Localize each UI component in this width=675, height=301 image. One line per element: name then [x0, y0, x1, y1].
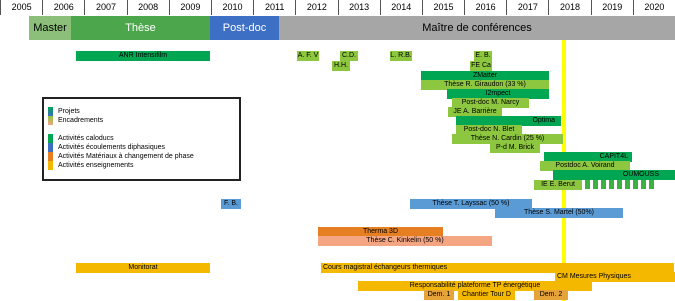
year-label-2019: 2019	[591, 0, 633, 15]
bar-optima: Optima	[456, 116, 561, 126]
bar-dem2: Dem. 2	[534, 290, 568, 300]
legend-item-caloducs: Activités caloducs	[58, 135, 114, 142]
bar-therma3d: Therma 3D	[318, 227, 443, 237]
phase-these: Thèse	[71, 16, 210, 40]
year-label-2007: 2007	[84, 0, 126, 15]
legend-item-enseignements: Activités enseignements	[58, 162, 134, 169]
bar-giraudon: Thèse R. Giraudon (33 %)	[421, 80, 549, 90]
legend-swatch-projets	[48, 107, 53, 116]
bar-blet: Post-doc N. Blet	[456, 125, 522, 135]
bar-plateforme: Responsabilité plateforme TP énergétique	[358, 281, 592, 291]
bar-cardin: Thèse N. Cardin (25 %)	[452, 134, 563, 144]
phase-master: Master	[29, 16, 71, 40]
year-label-2015: 2015	[422, 0, 464, 15]
bar-dem1: Dem. 1	[424, 290, 454, 300]
year-label-2018: 2018	[548, 0, 590, 15]
year-label-2017: 2017	[506, 0, 548, 15]
bar-voirand: Postdoc A. Voirand	[540, 161, 630, 171]
year-label-2020: 2020	[633, 0, 675, 15]
bar-berut: IE E. Berut	[534, 180, 582, 190]
bar-cd: C.D.	[342, 52, 356, 59]
year-label-2016: 2016	[464, 0, 506, 15]
legend-item-mcp: Activités Matériaux à changement de phase	[58, 153, 194, 160]
legend-swatch-caloducs	[48, 134, 53, 143]
label-chantier: Chantier Tour D	[458, 290, 515, 300]
phase-maitre-de-conferences: Maître de conférences	[279, 16, 675, 40]
year-label-2011: 2011	[253, 0, 295, 15]
bar-monitorat: Monitorat	[76, 263, 210, 273]
legend-item-projets: Projets	[58, 108, 80, 115]
year-label-2009: 2009	[169, 0, 211, 15]
bar-fb: F. B.	[221, 199, 241, 209]
legend-swatch-mcp	[48, 152, 53, 161]
bar-anr-intensifilm: ANR Intensifilm	[76, 51, 210, 61]
legend	[42, 97, 241, 181]
bar-martel: Thèse S. Martel (50%)	[495, 208, 623, 218]
bar-i2mpect: I2mpect	[447, 89, 549, 99]
year-label-2008: 2008	[127, 0, 169, 15]
bar-cm-mesures: CM Mesures Physiques	[555, 272, 675, 282]
year-label-2014: 2014	[380, 0, 422, 15]
bar-cours: Cours magistral échangeurs thermiques	[321, 263, 674, 273]
year-label-2013: 2013	[338, 0, 380, 15]
bar-feca: FE Ca	[471, 62, 491, 69]
year-label-2006: 2006	[42, 0, 84, 15]
bar-capitl: CAPIT4L	[544, 152, 632, 162]
year-label-2010: 2010	[211, 0, 253, 15]
legend-swatch-enseignements	[48, 161, 53, 170]
bar-eb: E. B.	[475, 52, 491, 59]
year-label-2012: 2012	[295, 0, 337, 15]
bar-hh: H.H.	[334, 62, 348, 69]
bar-narcy: Post-doc M. Narcy	[452, 98, 529, 108]
bar-oumouss: OUMOUSS	[553, 170, 675, 180]
bar-zmatter: ZMatter	[421, 71, 549, 81]
year-label-2005: 2005	[0, 0, 42, 15]
legend-swatch-encadrements	[48, 116, 53, 125]
bar-lrb: L. R.B.	[390, 52, 412, 59]
bar-berut-continuation	[585, 180, 657, 189]
legend-item-encadrements: Encadrements	[58, 117, 104, 124]
legend-swatch-diphasiques	[48, 143, 53, 152]
phase-postdoc: Post-doc	[210, 16, 279, 40]
bar-barriere: JE A. Barrière	[448, 107, 502, 117]
bar-kinkelin: Thèse C. Kinkelin (50 %)	[318, 236, 492, 246]
bar-layssac: Thèse T. Layssac (50 %)	[410, 199, 532, 209]
bar-afv: A. F. V	[297, 52, 319, 59]
legend-item-diphasiques: Activités écoulements diphasiques	[58, 144, 166, 151]
bar-brick: P-d M. Brick	[490, 143, 540, 153]
